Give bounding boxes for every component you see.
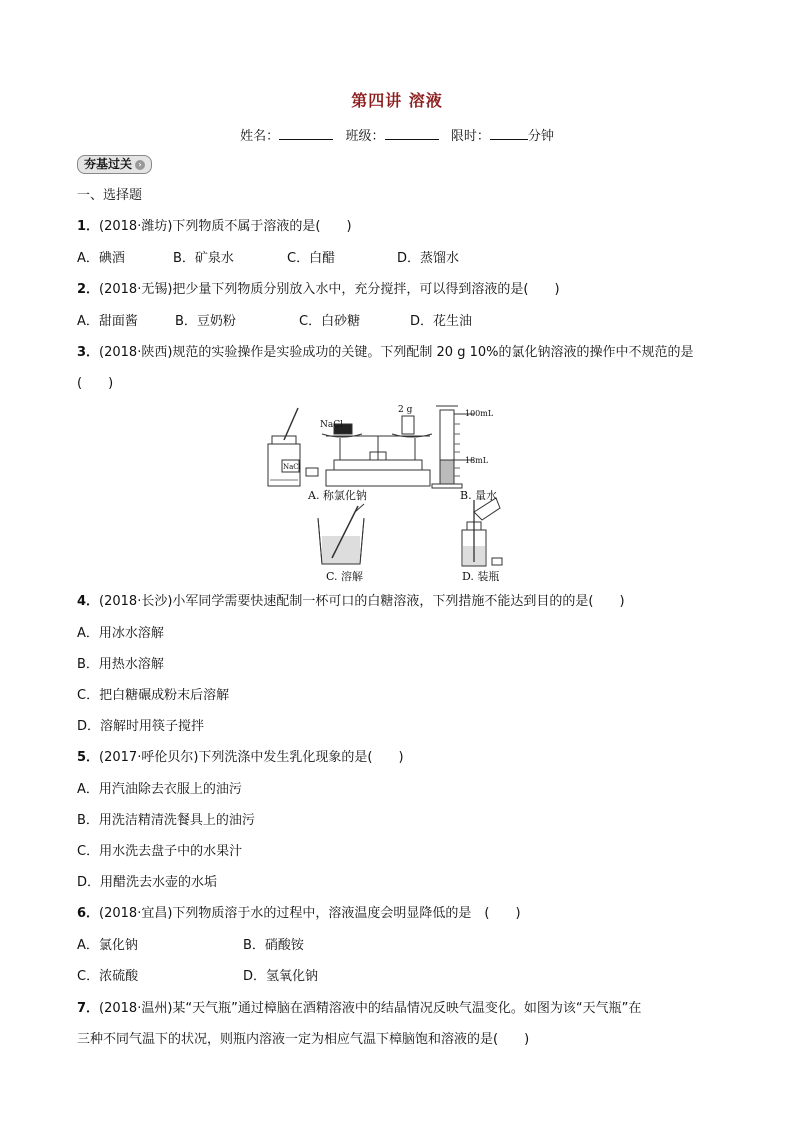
option-d[interactable]: D．花生油 — [410, 314, 473, 329]
question-7-cont: 三种不同气温下的状况，则瓶内溶液一定为相应气温下樟脑饱和溶液的是( ) — [77, 1032, 530, 1047]
question-stem: (2018·潍坊)下列物质不属于溶液的是( ) — [99, 219, 352, 234]
question-5 — [77, 749, 404, 767]
option-c[interactable]: C．白醋 — [287, 251, 336, 266]
section-heading: 一、选择题 — [77, 188, 143, 203]
student-info-line — [0, 125, 794, 144]
reagent-bottle-icon — [268, 408, 300, 486]
lab-operations-figure — [260, 396, 520, 586]
class-label: 班级： — [345, 129, 385, 144]
question-number: 7． — [77, 1001, 100, 1016]
option-c[interactable]: C．用水洗去盘子中的水果汁 — [77, 844, 243, 859]
figure-label-18ml: 18mL — [465, 456, 489, 465]
bottle-stopper-icon — [306, 468, 318, 476]
option-d[interactable]: D．氢氧化钠 — [243, 969, 319, 984]
question-stem: (2018·陕西)规范的实验操作是实验成功的关键。下列配制 20 g 10%的氯化钠溶液的操作中不规范的是 — [99, 345, 694, 360]
option-a[interactable]: A．用汽油除去衣服上的油污 — [77, 782, 242, 797]
figure-label-100ml: 100mL — [465, 409, 494, 418]
figure-label-nacl: NaCl — [320, 420, 344, 430]
pouring-bottle-icon — [462, 498, 502, 566]
option-c[interactable]: C．白砂糖 — [299, 314, 361, 329]
beaker-stirring-icon — [318, 504, 364, 564]
question-7 — [77, 1000, 641, 1018]
time-blank[interactable] — [490, 127, 528, 140]
question-6-options-row2 — [77, 968, 717, 986]
page-title: 第四讲 溶液 — [351, 91, 443, 110]
question-stem: (2018·长沙)小军同学需要快速配制一杯可口的白糖溶液，下列措施不能达到目的的是( ) — [99, 594, 625, 609]
time-label: 限时： — [450, 129, 490, 144]
option-b[interactable]: B．矿泉水 — [173, 251, 234, 266]
question-number: 3． — [77, 345, 100, 360]
section-badge-label: 夯基过关 — [84, 157, 133, 171]
question-number: 5． — [77, 750, 100, 765]
question-number: 6． — [77, 906, 100, 921]
option-a[interactable]: A．氯化钠 — [77, 938, 138, 953]
question-3-cont: ( ) — [77, 376, 114, 391]
question-2-options — [77, 313, 717, 331]
name-label: 姓名： — [240, 129, 280, 144]
option-b[interactable]: B．用洗洁精清洗餐具上的油污 — [77, 813, 255, 828]
question-2 — [77, 281, 560, 299]
option-d[interactable]: D．溶解时用筷子搅拌 — [77, 719, 205, 734]
option-a[interactable]: A．碘酒 — [77, 251, 125, 266]
figure-caption-a: A. 称氯化钠 — [308, 489, 367, 502]
name-blank[interactable] — [279, 127, 333, 140]
question-4 — [77, 593, 625, 611]
option-b[interactable]: B．硝酸铵 — [243, 938, 304, 953]
option-a[interactable]: A．用冰水溶解 — [77, 626, 164, 641]
time-unit: 分钟 — [527, 129, 554, 144]
figure-caption-b: B. 量水 — [460, 489, 498, 502]
chevron-right-icon: › — [135, 160, 145, 170]
question-stem: (2017·呼伦贝尔)下列洗涤中发生乳化现象的是( ) — [99, 750, 404, 765]
option-b[interactable]: B．豆奶粉 — [175, 314, 236, 329]
question-stem: (2018·温州)某“天气瓶”通过樟脑在酒精溶液中的结晶情况反映气温变化。如图为该“天气瓶”在 — [99, 1001, 642, 1016]
section-badge — [77, 155, 152, 174]
figure-label-bottle: NaCl — [283, 463, 301, 471]
graduated-cylinder-icon — [432, 406, 474, 488]
question-stem: (2018·宜昌)下列物质溶于水的过程中，溶液温度会明显降低的是 ( ) — [99, 906, 521, 921]
question-stem: (2018·无锡)把少量下列物质分别放入水中，充分搅拌，可以得到溶液的是( ) — [99, 282, 560, 297]
question-number: 1． — [77, 219, 100, 234]
option-d[interactable]: D．用醋洗去水壶的水垢 — [77, 875, 218, 890]
question-number: 2． — [77, 282, 100, 297]
figure-caption-c: C. 溶解 — [326, 570, 364, 583]
question-6 — [77, 905, 521, 923]
question-1-options — [77, 250, 717, 268]
question-3 — [77, 344, 694, 362]
class-blank[interactable] — [385, 127, 439, 140]
figure-label-weight: 2 g — [398, 405, 413, 415]
question-6-options-row1 — [77, 937, 717, 955]
question-1 — [77, 218, 352, 236]
option-b[interactable]: B．用热水溶解 — [77, 657, 164, 672]
option-c[interactable]: C．浓硫酸 — [77, 969, 139, 984]
option-d[interactable]: D．蒸馏水 — [397, 251, 460, 266]
question-number: 4． — [77, 594, 100, 609]
option-a[interactable]: A．甜面酱 — [77, 314, 138, 329]
option-c[interactable]: C．把白糖碾成粉末后溶解 — [77, 688, 230, 703]
figure-caption-d: D. 装瓶 — [462, 570, 500, 583]
